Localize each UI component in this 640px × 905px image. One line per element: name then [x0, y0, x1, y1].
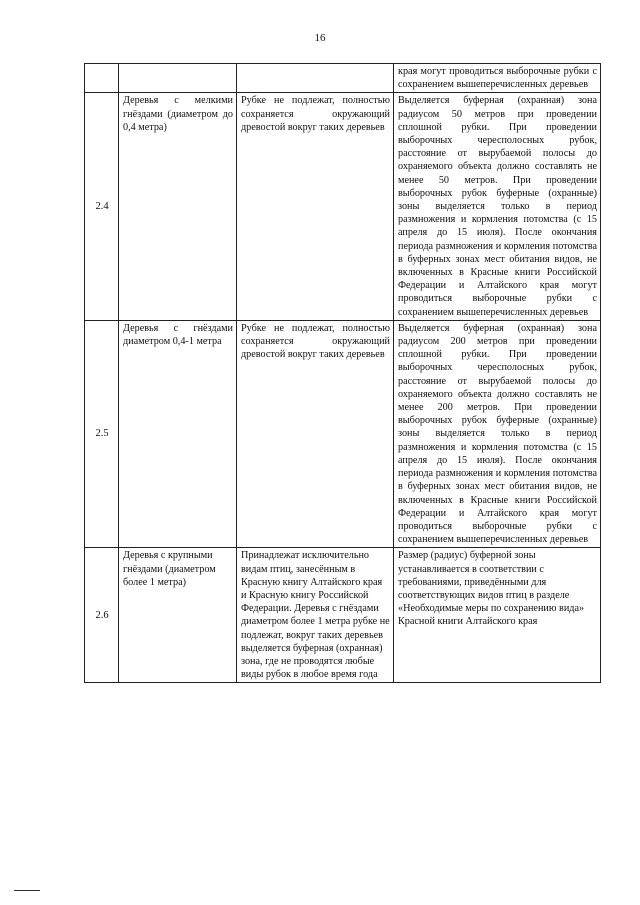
species-protection-table: [84, 63, 601, 683]
cell-measures: Выделяется буферная (охранная) зона радиусом 200 метров при проведении сплошной рубки. При проведении выборочных чересполосных рубок, расстояние от вырубаемой полосы до охраняемого объекта должно составлять не менее 200 метров. При проведении выборочных рубок буферные (охранные) зоны выделяется только в период размножения и кормления потомства (с 15 апреля до 15 июля). После окончания периода размножения и кормления потомства в буферных зонах мест обитания видов, не включенных в Красные книги Российской Федерации и Алтайского края могут проводиться выборочные рубки с сохранением вышеперечисленных деревьев: [394, 320, 601, 547]
cell-object: Деревья с крупными гнёздами (диаметром более 1 метра): [119, 548, 237, 683]
cell-num: 2.4: [85, 93, 119, 320]
cell-measures: края могут проводиться выборочные рубки с сохранением вышеперечисленных деревьев: [394, 64, 601, 93]
cell-regime: [237, 64, 394, 93]
page-number: 16: [314, 32, 326, 44]
cell-regime: Рубке не подлежат, полностью сохраняется окружающий древостой вокруг таких деревьев: [237, 320, 394, 547]
footer-divider: [14, 890, 40, 891]
cell-measures: Размер (радиус) буферной зоны устанавливается в соответствии с требованиями, приведёнными для соответствующих видов птиц в разделе «Необходимые меры по сохранению вида» Красной книги Алтайского края: [394, 548, 601, 683]
table-row: [85, 93, 601, 320]
cell-measures: Выделяется буферная (охранная) зона радиусом 50 метров при проведении сплошной рубки. При проведении выборочных чересполосных рубок, расстояние от вырубаемой полосы до охраняемого объекта должно составлять не менее 50 метров. При проведении выборочных рубок буферные (охранные) зоны выделяется только в период размножения и кормления потомства (с 15 апреля до 15 июля). После окончания периода размножения и кормления потомства в буферных зонах мест обитания видов, не включенных в Красные книги Российской Федерации и Алтайского края могут проводиться выборочные рубки с сохранением вышеперечисленных деревьев: [394, 93, 601, 320]
cell-num: 2.6: [85, 548, 119, 683]
cell-regime: Принадлежат исключительно видам птиц, занесённым в Красную книгу Алтайского края и Красную книгу Российской Федерации. Деревья с гнёздами диаметром более 1 метра рубке не подлежат, вокруг таких деревьев выделяется буферная (охранная) зона, где не проводятся любые виды рубок в любое время года: [237, 548, 394, 683]
cell-regime: Рубке не подлежат, полностью сохраняется окружающий древостой вокруг таких деревьев: [237, 93, 394, 320]
table-row: [85, 320, 601, 547]
cell-object: [119, 64, 237, 93]
cell-num: [85, 64, 119, 93]
table-row: [85, 548, 601, 683]
table-row-continuation: [85, 64, 601, 93]
cell-num: 2.5: [85, 320, 119, 547]
cell-object: Деревья с гнёздами диаметром 0,4-1 метра: [119, 320, 237, 547]
cell-object: Деревья с мелкими гнёздами (диаметром до 0,4 метра): [119, 93, 237, 320]
